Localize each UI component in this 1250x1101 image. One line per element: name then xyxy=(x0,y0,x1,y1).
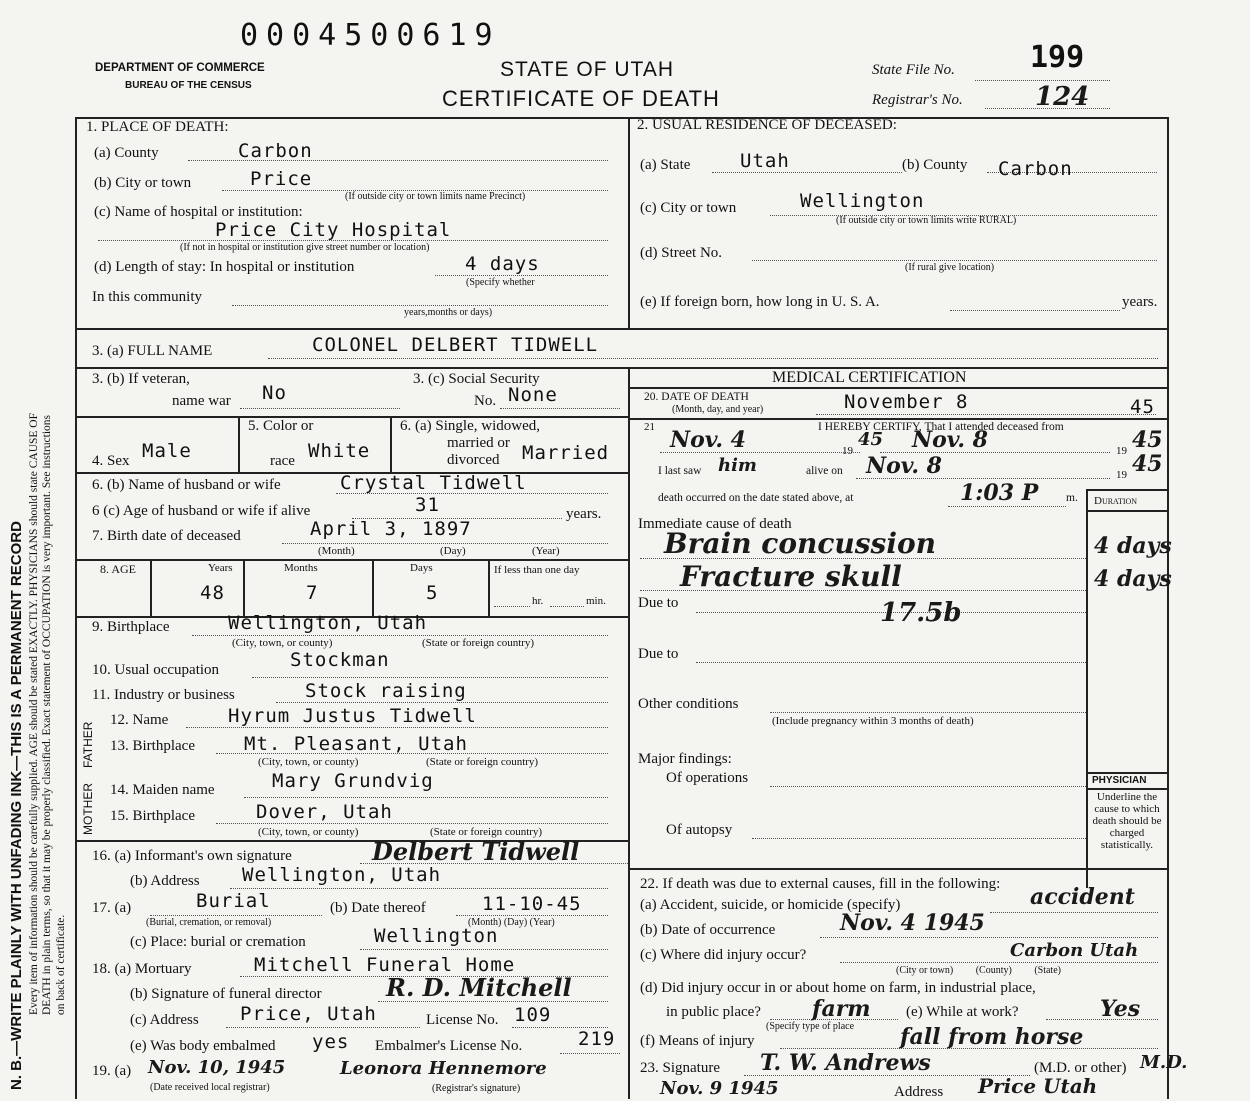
embalmer-license: 219 xyxy=(578,1028,616,1050)
received-date: Nov. 10, 1945 xyxy=(148,1057,286,1078)
age-years: 48 xyxy=(200,582,225,604)
license-number: 109 xyxy=(514,1004,552,1026)
duration-header: Duration xyxy=(1094,495,1138,507)
external-f: fall from horse xyxy=(900,1024,1084,1050)
burial-place: Wellington xyxy=(374,925,499,947)
ssn-no-label: No. xyxy=(474,393,497,409)
birth-year-note: (Year) xyxy=(532,545,560,557)
burial-date-label: (b) Date thereof xyxy=(330,900,426,916)
residence-street-note: (If rural give location) xyxy=(905,262,995,273)
birth-month-note: (Month) xyxy=(318,545,355,557)
embalmer-license-label: Embalmer's License No. xyxy=(375,1038,523,1054)
physician-address: Price Utah xyxy=(978,1074,1098,1098)
industry-label: 11. Industry or business xyxy=(92,687,235,703)
of-operations-label: Of operations xyxy=(666,770,749,786)
signature-label: 23. Signature xyxy=(640,1060,720,1076)
num-21: 21 xyxy=(644,421,655,433)
side-instruction-main: N. B.—WRITE PLAINLY WITH UNFADING INK—THIS IS A PERMANENT RECORD xyxy=(8,521,25,1090)
external-e: Yes xyxy=(1100,996,1141,1022)
external-c-label: (c) Where did injury occur? xyxy=(640,947,807,963)
external-e-label: (e) While at work? xyxy=(906,1004,1019,1020)
due-to-2-label: Due to xyxy=(638,646,679,662)
burial-note: (Burial, cremation, or removal) xyxy=(146,917,272,928)
attended-to-year: 45 xyxy=(1132,427,1163,453)
external-c: Carbon Utah xyxy=(1010,940,1139,961)
age-years-label: Years xyxy=(208,562,233,574)
spouse-name: Crystal Tidwell xyxy=(340,472,527,494)
marital-label: 6. (a) Single, widowed, xyxy=(400,418,540,434)
dod-sublabel: (Month, day, and year) xyxy=(672,404,764,415)
residence-city: Wellington xyxy=(800,190,925,212)
place-county: Carbon xyxy=(238,140,313,162)
alive-on-label: alive on xyxy=(806,465,843,477)
spouse-name-label: 6. (b) Name of husband or wife xyxy=(92,477,281,493)
place-hospital-label: (c) Name of hospital or institution: xyxy=(94,204,303,220)
physician-signature: T. W. Andrews xyxy=(760,1050,931,1076)
burial-label: 17. (a) xyxy=(92,900,132,916)
side-instruction-line4: on back of certificate. xyxy=(55,914,67,1015)
informant-signature: Delbert Tidwell xyxy=(372,837,580,866)
license-label: License No. xyxy=(426,1012,499,1028)
veteran-label: 3. (b) If veteran, xyxy=(92,371,190,387)
external-f-label: (f) Means of injury xyxy=(640,1033,755,1049)
external-d-label: (d) Did injury occur in or about home on farm, in industrial place, xyxy=(640,980,1036,996)
residence-years: years. xyxy=(1122,294,1158,310)
external-d-note: (Specify type of place xyxy=(766,1021,855,1032)
time-of-death: 1:03 P xyxy=(960,480,1039,506)
birthplace-label: 9. Birthplace xyxy=(92,619,170,635)
cause2-duration: 4 days xyxy=(1094,566,1172,592)
place-city-label: (b) City or town xyxy=(94,175,192,191)
due-to-1-label: Due to xyxy=(638,595,679,611)
place-heading: 1. PLACE OF DEATH: xyxy=(86,119,229,135)
mother-city-note: (City, town, or county) xyxy=(258,826,359,838)
industry: Stock raising xyxy=(305,680,467,702)
veteran-war-label: name war xyxy=(172,393,231,409)
date-of-death-year: 45 xyxy=(1130,396,1155,418)
informant-address: Wellington, Utah xyxy=(242,864,442,886)
registrar-no-label: Registrar's No. xyxy=(872,92,963,108)
last-saw-label: I last saw xyxy=(658,465,702,477)
occupation: Stockman xyxy=(290,649,390,671)
attended-from-prefix: 19 xyxy=(842,445,853,457)
last-saw-prefix: 19 xyxy=(1116,469,1127,481)
physician-note: Underline the cause to which death should be charged statistically. xyxy=(1092,791,1162,851)
side-instruction-line2: Every item of information should be carefully supplied. AGE should be stated EXACTLY. PHYSICIANS should state CAUSE OF xyxy=(28,412,40,1015)
major-findings-label: Major findings: xyxy=(638,751,732,767)
registrar-number: 124 xyxy=(1035,82,1090,112)
mother-tag: MOTHER xyxy=(81,783,95,835)
father-tag: FATHER xyxy=(81,721,95,768)
mother-name-label: 14. Maiden name xyxy=(110,782,215,798)
residence-county-label: (b) County xyxy=(902,157,968,173)
spouse-age-label: 6 (c) Age of husband or wife if alive xyxy=(92,503,311,519)
burial-date: 11-10-45 xyxy=(482,893,582,915)
residence-city-note: (If outside city or town limits write RURAL) xyxy=(836,215,1017,226)
attended-from: Nov. 4 xyxy=(670,427,746,453)
full-name: COLONEL DELBERT TIDWELL xyxy=(312,334,599,356)
ssn-value: None xyxy=(508,384,558,406)
embalmed-value: yes xyxy=(312,1031,350,1053)
informant-sig-label: 16. (a) Informant's own signature xyxy=(92,848,292,864)
age-months: 7 xyxy=(306,582,319,604)
external-c-note: (City or town) (County) (State) xyxy=(896,965,1061,976)
sex-value: Male xyxy=(142,440,192,462)
birthplace-state-note: (State or foreign country) xyxy=(422,637,535,649)
physician-address-label: Address xyxy=(894,1084,944,1100)
physician-header: PHYSICIAN xyxy=(1092,775,1147,786)
burial-date-note: (Month) (Day) (Year) xyxy=(468,917,555,928)
ssn-label: 3. (c) Social Security xyxy=(413,371,540,387)
place-stay-label: (d) Length of stay: In hospital or institution xyxy=(94,259,355,275)
color-label: 5. Color or xyxy=(248,418,314,434)
director-signature: R. D. Mitchell xyxy=(386,973,572,1002)
residence-street-label: (d) Street No. xyxy=(640,245,723,261)
md-label: (M.D. or other) xyxy=(1034,1060,1127,1076)
other-conditions-note: (Include pregnancy within 3 months of death) xyxy=(772,715,974,727)
cause-code: 17.5b xyxy=(880,598,962,628)
second-cause: Fracture skull xyxy=(680,560,902,593)
last-saw-him: him xyxy=(718,455,757,476)
marital-divorced-label: divorced xyxy=(447,452,500,468)
last-saw-year: 45 xyxy=(1132,451,1163,477)
medical-heading: MEDICAL CERTIFICATION xyxy=(772,369,967,386)
place-city-note: (If outside city or town limits name Precinct) xyxy=(345,191,526,202)
external-d: farm xyxy=(812,996,871,1022)
spouse-age: 31 xyxy=(415,494,440,516)
attended-to: Nov. 8 xyxy=(912,427,988,453)
registrar-signature: Leonora Hennemore xyxy=(340,1058,547,1079)
father-state-note: (State or foreign country) xyxy=(426,756,539,768)
external-b: Nov. 4 1945 xyxy=(840,910,985,936)
bureau-label: BUREAU OF THE CENSUS xyxy=(125,80,252,91)
age-label: 8. AGE xyxy=(100,562,136,576)
mortuary-address-label: (c) Address xyxy=(130,1012,199,1028)
mortuary-address: Price, Utah xyxy=(240,1003,377,1025)
place-community-label: In this community xyxy=(92,289,202,305)
marital-married-label: married or xyxy=(447,435,510,451)
father-name-label: 12. Name xyxy=(110,712,169,728)
place-city: Price xyxy=(250,168,313,190)
last-saw-date: Nov. 8 xyxy=(866,453,942,479)
director-sig-label: (b) Signature of funeral director xyxy=(130,986,322,1002)
informant-address-label: (b) Address xyxy=(130,873,200,889)
mother-birthplace-label: 15. Birthplace xyxy=(110,808,195,824)
department-label: DEPARTMENT OF COMMERCE xyxy=(95,62,265,74)
residence-state-label: (a) State xyxy=(640,157,691,173)
attended-to-prefix: 19 xyxy=(1116,445,1127,457)
marital-value: Married xyxy=(522,442,610,464)
signature-date: Nov. 9 1945 xyxy=(660,1078,779,1099)
place-hospital: Price City Hospital xyxy=(215,219,452,241)
father-birthplace: Mt. Pleasant, Utah xyxy=(244,733,468,755)
external-a: accident xyxy=(1030,884,1135,910)
side-instruction-line3: DEATH in plain terms, so that it may be properly classified. Exact statement of OCCUPATION is very important. See instructions xyxy=(41,414,53,1015)
birth-date: April 3, 1897 xyxy=(310,518,472,540)
place-ymd-note: years,months or days) xyxy=(404,307,493,318)
burial-value: Burial xyxy=(196,890,271,912)
age-days-label: Days xyxy=(410,562,433,574)
birthplace: Wellington, Utah xyxy=(228,612,428,634)
birth-day-note: (Day) xyxy=(440,545,466,557)
registrar-sig-note: (Registrar's signature) xyxy=(432,1083,521,1094)
mortuary-label: 18. (a) Mortuary xyxy=(92,961,192,977)
external-b-label: (b) Date of occurrence xyxy=(640,922,776,938)
place-specify-note: (Specify whether xyxy=(466,277,535,288)
residence-foreign-label: (e) If foreign born, how long in U. S. A. xyxy=(640,294,880,310)
spouse-age-unit: years. xyxy=(566,506,602,522)
immediate-cause-label: Immediate cause of death xyxy=(638,516,792,532)
date-of-death: November 8 xyxy=(844,391,969,413)
burial-place-label: (c) Place: burial or cremation xyxy=(130,934,306,950)
state-file-number: 199 xyxy=(1030,40,1085,75)
time-label: death occurred on the date stated above, at xyxy=(658,492,854,504)
occupation-label: 10. Usual occupation xyxy=(92,662,220,678)
received-note: (Date received local registrar) xyxy=(150,1082,270,1093)
residence-heading: 2. USUAL RESIDENCE OF DECEASED: xyxy=(637,117,897,133)
received-label: 19. (a) xyxy=(92,1063,132,1079)
state-file-label: State File No. xyxy=(872,62,955,78)
sex-label: 4. Sex xyxy=(92,453,130,469)
age-days: 5 xyxy=(426,582,439,604)
color-value: White xyxy=(308,440,371,462)
external-a-label: (a) Accident, suicide, or homicide (specify) xyxy=(640,897,901,913)
external-heading: 22. If death was due to external causes, fill in the following: xyxy=(640,876,1001,892)
external-d-label2: in public place? xyxy=(666,1004,761,1020)
birth-date-label: 7. Birth date of deceased xyxy=(92,528,241,544)
other-conditions-label: Other conditions xyxy=(638,696,739,712)
mother-state-note: (State or foreign country) xyxy=(430,826,543,838)
mortuary: Mitchell Funeral Home xyxy=(254,954,516,976)
birthplace-city-note: (City, town, or county) xyxy=(232,637,333,649)
md-mark: M.D. xyxy=(1140,1052,1188,1073)
attended-from-year: 45 xyxy=(858,429,884,450)
age-hr-label: hr. xyxy=(532,595,544,607)
state-title: STATE OF UTAH xyxy=(500,58,674,81)
time-m: m. xyxy=(1066,492,1078,504)
father-name: Hyrum Justus Tidwell xyxy=(228,705,477,727)
place-stay: 4 days xyxy=(465,253,540,275)
father-city-note: (City, town, or county) xyxy=(258,756,359,768)
father-birthplace-label: 13. Birthplace xyxy=(110,738,195,754)
dod-label: 20. DATE OF DEATH xyxy=(644,391,749,403)
age-less-label: If less than one day xyxy=(494,564,580,576)
full-name-label: 3. (a) FULL NAME xyxy=(92,343,213,359)
place-county-label: (a) County xyxy=(94,145,159,161)
residence-state: Utah xyxy=(740,150,790,172)
age-min-label: min. xyxy=(586,595,606,607)
certify-statement: I HEREBY CERTIFY, That I attended deceased from xyxy=(818,421,1064,433)
age-months-label: Months xyxy=(284,562,318,574)
serial-number: 0004500619 xyxy=(240,18,501,53)
embalmed-label: (e) Was body embalmed xyxy=(130,1038,276,1054)
place-hospital-note: (If not in hospital or institution give street number or location) xyxy=(180,242,430,253)
race-label: race xyxy=(270,453,295,469)
certificate-title: CERTIFICATE OF DEATH xyxy=(442,86,720,111)
mother-birthplace: Dover, Utah xyxy=(256,801,393,823)
residence-county: Carbon xyxy=(998,158,1073,180)
immediate-cause: Brain concussion xyxy=(664,527,936,560)
residence-city-label: (c) City or town xyxy=(640,200,737,216)
mother-name: Mary Grundvig xyxy=(272,770,434,792)
cause1-duration: 4 days xyxy=(1094,533,1172,559)
of-autopsy-label: Of autopsy xyxy=(666,822,733,838)
veteran-value: No xyxy=(262,382,287,404)
